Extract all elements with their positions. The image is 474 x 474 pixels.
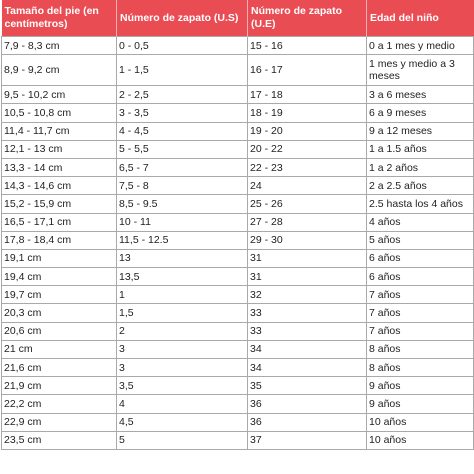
cell-us-size: 2 [117, 322, 248, 340]
table-row [2, 55, 474, 86]
table-row [2, 340, 474, 358]
cell-eu-size: 37 [248, 431, 367, 449]
cell-us-size: 3 - 3,5 [117, 104, 248, 122]
cell-foot-size: 16,5 - 17,1 cm [2, 213, 117, 231]
cell-child-age: 9 a 12 meses [367, 122, 474, 140]
table-body [2, 37, 474, 450]
cell-eu-size: 36 [248, 413, 367, 431]
cell-foot-size: 8,9 - 9,2 cm [2, 55, 117, 86]
cell-eu-size: 16 - 17 [248, 55, 367, 86]
cell-foot-size: 11,4 - 11,7 cm [2, 122, 117, 140]
cell-us-size: 6,5 - 7 [117, 158, 248, 176]
cell-us-size: 4 - 4,5 [117, 122, 248, 140]
cell-eu-size: 34 [248, 359, 367, 377]
cell-foot-size: 22,9 cm [2, 413, 117, 431]
table-row [2, 395, 474, 413]
cell-child-age: 5 años [367, 231, 474, 249]
cell-child-age: 8 años [367, 340, 474, 358]
cell-us-size: 5 [117, 431, 248, 449]
cell-child-age: 6 años [367, 249, 474, 267]
cell-foot-size: 19,7 cm [2, 286, 117, 304]
cell-foot-size: 14,3 - 14,6 cm [2, 177, 117, 195]
header-eu-size: Número de zapato (U.E) [248, 0, 367, 37]
cell-foot-size: 21,9 cm [2, 377, 117, 395]
table-row [2, 140, 474, 158]
header-row [2, 0, 474, 37]
cell-us-size: 1 - 1,5 [117, 55, 248, 86]
cell-eu-size: 15 - 16 [248, 37, 367, 55]
cell-eu-size: 25 - 26 [248, 195, 367, 213]
cell-foot-size: 23,5 cm [2, 431, 117, 449]
cell-us-size: 4,5 [117, 413, 248, 431]
cell-child-age: 6 a 9 meses [367, 104, 474, 122]
cell-eu-size: 31 [248, 249, 367, 267]
cell-child-age: 0 a 1 mes y medio [367, 37, 474, 55]
cell-foot-size: 19,1 cm [2, 249, 117, 267]
cell-us-size: 11,5 - 12.5 [117, 231, 248, 249]
cell-foot-size: 10,5 - 10,8 cm [2, 104, 117, 122]
table-row [2, 377, 474, 395]
cell-us-size: 10 - 11 [117, 213, 248, 231]
cell-us-size: 13,5 [117, 268, 248, 286]
cell-child-age: 1 a 2 años [367, 158, 474, 176]
cell-foot-size: 19,4 cm [2, 268, 117, 286]
cell-child-age: 4 años [367, 213, 474, 231]
cell-us-size: 3 [117, 340, 248, 358]
cell-eu-size: 33 [248, 322, 367, 340]
cell-us-size: 2 - 2,5 [117, 86, 248, 104]
table-row [2, 122, 474, 140]
header-us-size: Número de zapato (U.S) [117, 0, 248, 37]
table-row [2, 177, 474, 195]
cell-us-size: 13 [117, 249, 248, 267]
cell-us-size: 1,5 [117, 304, 248, 322]
table-header [2, 0, 474, 37]
cell-foot-size: 12,1 - 13 cm [2, 140, 117, 158]
cell-eu-size: 18 - 19 [248, 104, 367, 122]
cell-child-age: 7 años [367, 322, 474, 340]
shoe-size-table [1, 0, 474, 450]
table-row [2, 431, 474, 449]
cell-us-size: 1 [117, 286, 248, 304]
cell-eu-size: 19 - 20 [248, 122, 367, 140]
cell-child-age: 2.5 hasta los 4 años [367, 195, 474, 213]
cell-us-size: 8,5 - 9.5 [117, 195, 248, 213]
cell-foot-size: 20,3 cm [2, 304, 117, 322]
cell-child-age: 2 a 2.5 años [367, 177, 474, 195]
cell-child-age: 10 años [367, 431, 474, 449]
cell-child-age: 7 años [367, 304, 474, 322]
cell-eu-size: 27 - 28 [248, 213, 367, 231]
cell-eu-size: 24 [248, 177, 367, 195]
header-foot-size: Tamaño del pie (en centímetros) [2, 0, 117, 37]
cell-us-size: 5 - 5,5 [117, 140, 248, 158]
cell-us-size: 7,5 - 8 [117, 177, 248, 195]
cell-child-age: 7 años [367, 286, 474, 304]
cell-foot-size: 13,3 - 14 cm [2, 158, 117, 176]
cell-foot-size: 17,8 - 18,4 cm [2, 231, 117, 249]
cell-us-size: 0 - 0,5 [117, 37, 248, 55]
cell-foot-size: 21 cm [2, 340, 117, 358]
table-row [2, 322, 474, 340]
table-row [2, 158, 474, 176]
cell-child-age: 9 años [367, 377, 474, 395]
cell-child-age: 1 a 1.5 años [367, 140, 474, 158]
table-row [2, 231, 474, 249]
header-child-age: Edad del niño [367, 0, 474, 37]
cell-us-size: 4 [117, 395, 248, 413]
cell-us-size: 3,5 [117, 377, 248, 395]
table-row [2, 286, 474, 304]
cell-foot-size: 7,9 - 8,3 cm [2, 37, 117, 55]
cell-child-age: 3 a 6 meses [367, 86, 474, 104]
cell-child-age: 10 años [367, 413, 474, 431]
table-row [2, 104, 474, 122]
cell-child-age: 6 años [367, 268, 474, 286]
cell-child-age: 1 mes y medio a 3 meses [367, 55, 474, 86]
cell-eu-size: 31 [248, 268, 367, 286]
cell-eu-size: 35 [248, 377, 367, 395]
table-row [2, 213, 474, 231]
table-row [2, 359, 474, 377]
cell-eu-size: 22 - 23 [248, 158, 367, 176]
cell-us-size: 3 [117, 359, 248, 377]
table-row [2, 86, 474, 104]
table-row [2, 304, 474, 322]
cell-foot-size: 20,6 cm [2, 322, 117, 340]
cell-eu-size: 20 - 22 [248, 140, 367, 158]
table-row [2, 413, 474, 431]
cell-child-age: 9 años [367, 395, 474, 413]
cell-eu-size: 32 [248, 286, 367, 304]
cell-eu-size: 34 [248, 340, 367, 358]
cell-eu-size: 17 - 18 [248, 86, 367, 104]
cell-foot-size: 9,5 - 10,2 cm [2, 86, 117, 104]
cell-eu-size: 29 - 30 [248, 231, 367, 249]
cell-foot-size: 22,2 cm [2, 395, 117, 413]
table-row [2, 268, 474, 286]
cell-foot-size: 21,6 cm [2, 359, 117, 377]
table-row [2, 249, 474, 267]
cell-eu-size: 36 [248, 395, 367, 413]
cell-eu-size: 33 [248, 304, 367, 322]
table-row [2, 37, 474, 55]
table-row [2, 195, 474, 213]
cell-foot-size: 15,2 - 15,9 cm [2, 195, 117, 213]
cell-child-age: 8 años [367, 359, 474, 377]
